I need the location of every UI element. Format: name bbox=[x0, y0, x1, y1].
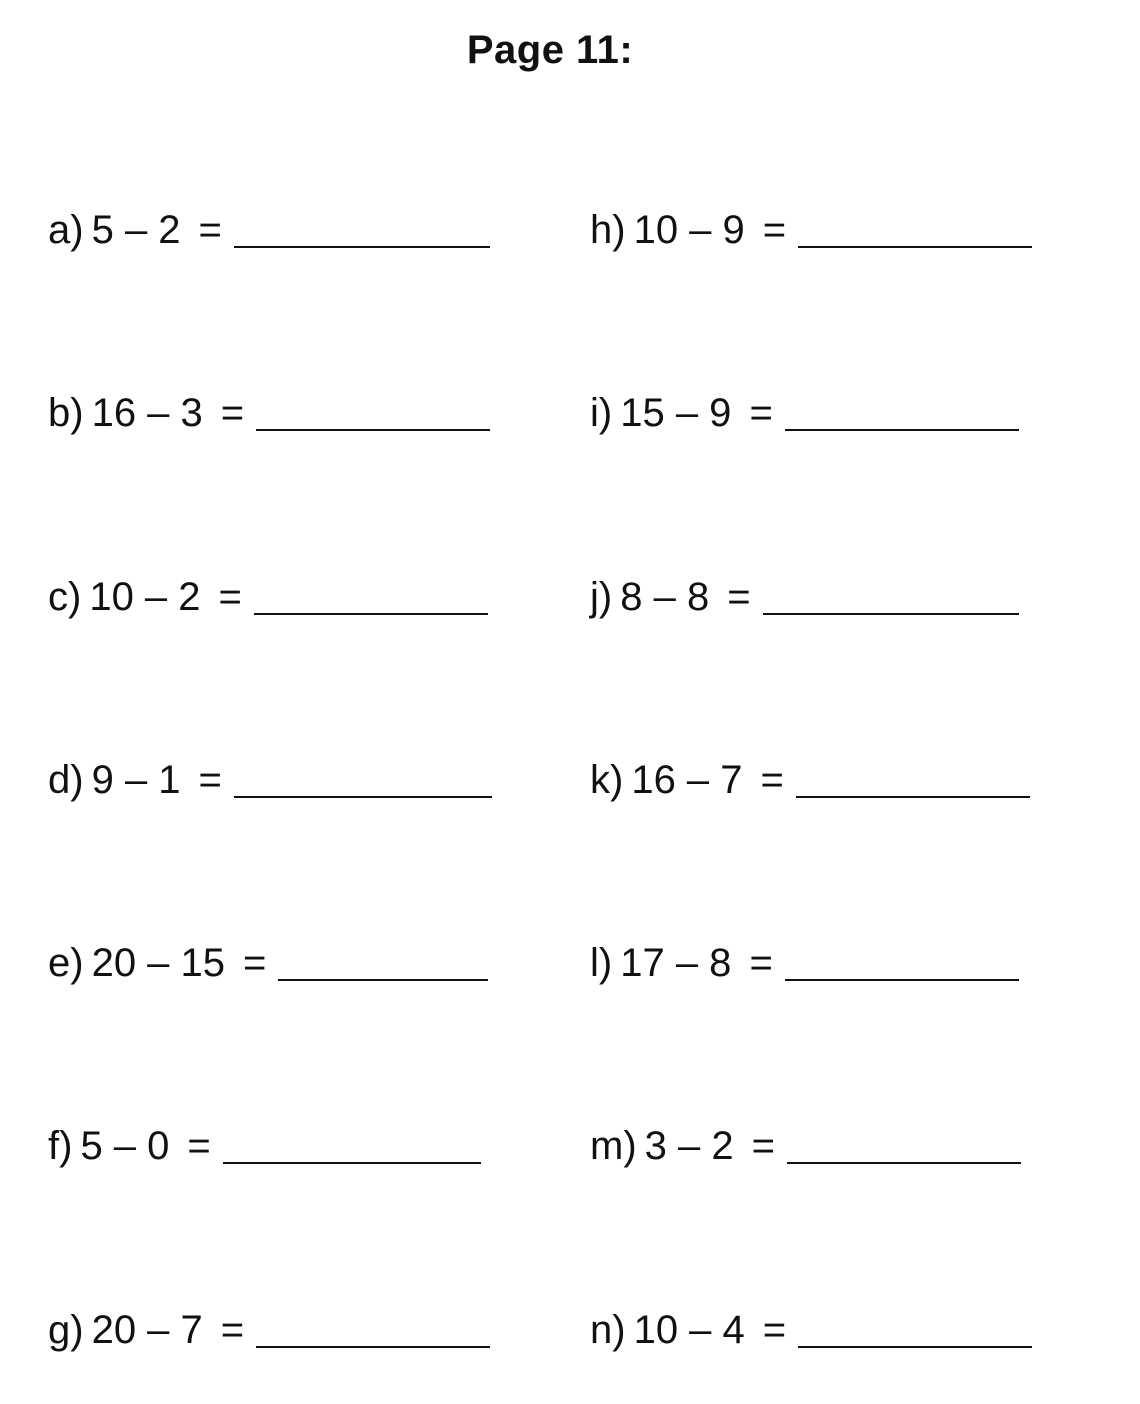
problem-expression: 8 – 8 bbox=[620, 575, 710, 619]
problem-label: i) bbox=[590, 391, 613, 435]
problem-expression: 15 – 9 bbox=[620, 391, 732, 435]
problem-n bbox=[590, 1310, 1032, 1350]
problem-h bbox=[590, 210, 1032, 250]
problem-b bbox=[48, 393, 490, 433]
answer-blank[interactable] bbox=[785, 429, 1019, 431]
answer-blank[interactable] bbox=[785, 979, 1019, 981]
problem-expression: 17 – 8 bbox=[620, 941, 732, 985]
problem-expression: 10 – 2 bbox=[89, 575, 201, 619]
problem-label: f) bbox=[48, 1124, 73, 1168]
problem-j bbox=[590, 577, 1019, 617]
problem-label: g) bbox=[48, 1308, 84, 1352]
equals-sign: = bbox=[762, 1308, 787, 1352]
problem-label: n) bbox=[590, 1308, 626, 1352]
equals-sign: = bbox=[220, 391, 245, 435]
answer-blank[interactable] bbox=[254, 613, 488, 615]
problem-f bbox=[48, 1126, 481, 1166]
equals-sign: = bbox=[760, 758, 784, 802]
problem-g bbox=[48, 1310, 490, 1350]
problem-expression: 10 – 4 bbox=[633, 1308, 745, 1352]
problem-label: b) bbox=[48, 391, 84, 435]
answer-blank[interactable] bbox=[234, 796, 492, 798]
problem-label: l) bbox=[590, 941, 613, 985]
problem-label: c) bbox=[48, 575, 82, 619]
equals-sign: = bbox=[198, 758, 222, 802]
equals-sign: = bbox=[749, 391, 773, 435]
problem-e bbox=[48, 943, 488, 983]
answer-blank[interactable] bbox=[223, 1162, 481, 1164]
page-title: Page 11: bbox=[466, 28, 634, 72]
problem-expression: 10 – 9 bbox=[633, 208, 745, 252]
problem-expression: 3 – 2 bbox=[644, 1124, 734, 1168]
problem-expression: 20 – 7 bbox=[91, 1308, 203, 1352]
equals-sign: = bbox=[243, 941, 267, 985]
answer-blank[interactable] bbox=[787, 1162, 1021, 1164]
problem-label: h) bbox=[590, 208, 626, 252]
problem-expression: 16 – 3 bbox=[91, 391, 203, 435]
problem-label: a) bbox=[48, 208, 84, 252]
answer-blank[interactable] bbox=[763, 613, 1019, 615]
problem-m bbox=[590, 1126, 1021, 1166]
problem-label: m) bbox=[590, 1124, 637, 1168]
equals-sign: = bbox=[751, 1124, 775, 1168]
answer-blank[interactable] bbox=[256, 1346, 490, 1348]
problem-expression: 16 – 7 bbox=[631, 758, 743, 802]
equals-sign: = bbox=[749, 941, 773, 985]
equals-sign: = bbox=[198, 208, 222, 252]
problem-i bbox=[590, 393, 1019, 433]
problem-k bbox=[590, 760, 1030, 800]
problem-a bbox=[48, 210, 490, 250]
problem-expression: 9 – 1 bbox=[91, 758, 181, 802]
answer-blank[interactable] bbox=[256, 429, 490, 431]
problem-expression: 20 – 15 bbox=[91, 941, 226, 985]
equals-sign: = bbox=[187, 1124, 211, 1168]
problem-label: k) bbox=[590, 758, 624, 802]
problem-c bbox=[48, 577, 488, 617]
answer-blank[interactable] bbox=[798, 1346, 1032, 1348]
answer-blank[interactable] bbox=[798, 246, 1032, 248]
problem-l bbox=[590, 943, 1019, 983]
problem-label: j) bbox=[590, 575, 613, 619]
answer-blank[interactable] bbox=[796, 796, 1030, 798]
equals-sign: = bbox=[218, 575, 242, 619]
problem-expression: 5 – 2 bbox=[91, 208, 181, 252]
problem-label: e) bbox=[48, 941, 84, 985]
equals-sign: = bbox=[727, 575, 751, 619]
problem-d bbox=[48, 760, 492, 800]
problem-expression: 5 – 0 bbox=[80, 1124, 170, 1168]
equals-sign: = bbox=[220, 1308, 245, 1352]
answer-blank[interactable] bbox=[234, 246, 490, 248]
equals-sign: = bbox=[762, 208, 787, 252]
problem-label: d) bbox=[48, 758, 84, 802]
answer-blank[interactable] bbox=[278, 979, 488, 981]
